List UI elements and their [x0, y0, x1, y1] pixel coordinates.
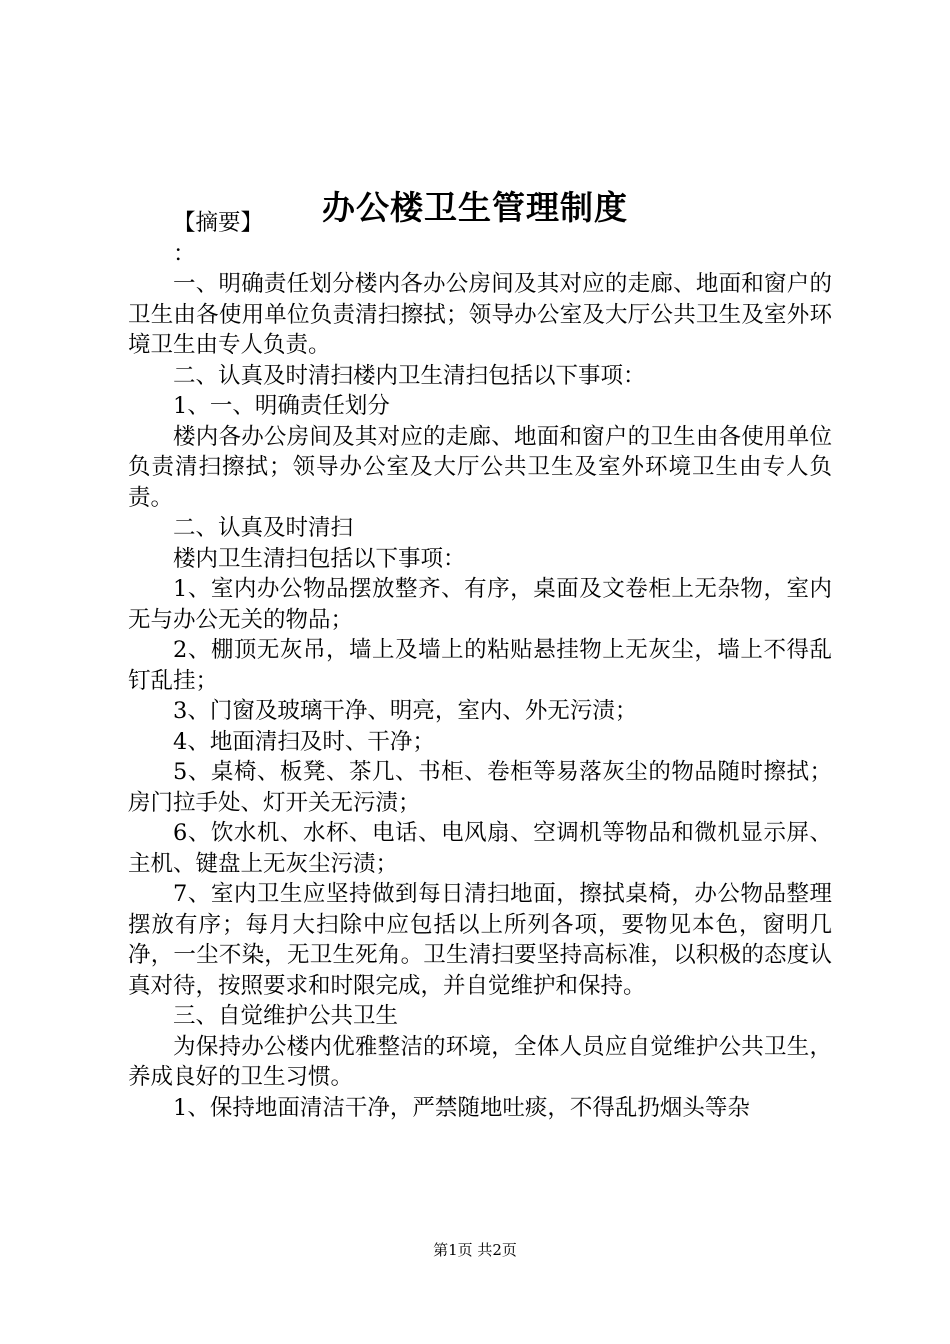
paragraph: 6、饮水机、水杯、电话、电风扇、空调机等物品和微机显示屏、主机、键盘上无灰尘污渍；: [128, 820, 832, 877]
paragraph: 二、认真及时清扫楼内卫生清扫包括以下事项：: [173, 362, 646, 389]
paragraph: 1、保持地面清洁干净，严禁随地吐痰，不得乱扔烟头等杂: [173, 1094, 750, 1121]
paragraph: 一、明确责任划分楼内各办公房间及其对应的走廊、地面和窗户的卫生由各使用单位负责清扫擦拭；领导办公室及大厅公共卫生及室外环境卫生由专人负责。: [128, 271, 832, 358]
paragraph: ：: [173, 240, 196, 267]
page-footer: 第1页 共2页: [433, 1241, 517, 1259]
paragraph: 三、自觉维护公共卫生: [173, 1003, 399, 1029]
paragraph: 二、认真及时清扫: [173, 515, 354, 541]
document-body: [128, 208, 832, 1123]
paragraph: 7、室内卫生应坚持做到每日清扫地面，擦拭桌椅，办公物品整理摆放有序；每月大扫除中应包括以上所列各项，要物见本色，窗明几净，一尘不染，无卫生死角。卫生清扫要坚持高标准，以积极的态度认真对待，按照要求和时限完成，并自觉维护和保持。: [128, 881, 832, 999]
paragraph: 4、地面清扫及时、干净；: [173, 728, 435, 755]
paragraph: 2、棚顶无灰吊，墙上及墙上的粘贴悬挂物上无灰尘，墙上不得乱钉乱挂；: [128, 637, 832, 694]
paragraph: 1、室内办公物品摆放整齐、有序，桌面及文卷柜上无杂物，室内无与办公无关的物品；: [128, 576, 832, 633]
paragraph: 5、桌椅、板凳、茶几、书柜、卷柜等易落灰尘的物品随时擦拭；房门拉手处、灯开关无污渍；: [128, 759, 832, 816]
paragraph: 楼内各办公房间及其对应的走廊、地面和窗户的卫生由各使用单位负责清扫擦拭；领导办公室及大厅公共卫生及室外环境卫生由专人负责。: [128, 423, 832, 511]
paragraph: 为保持办公楼内优雅整洁的环境，全体人员应自觉维护公共卫生，养成良好的卫生习惯。: [128, 1033, 832, 1090]
document-title: 办公楼卫生管理制度: [322, 188, 628, 227]
paragraph: 3、门窗及玻璃干净、明亮，室内、外无污渍；: [173, 698, 638, 724]
paragraph: 【摘要】: [173, 210, 264, 236]
paragraph: 1、一、明确责任划分: [173, 393, 390, 419]
paragraph: 楼内卫生清扫包括以下事项：: [173, 545, 466, 572]
